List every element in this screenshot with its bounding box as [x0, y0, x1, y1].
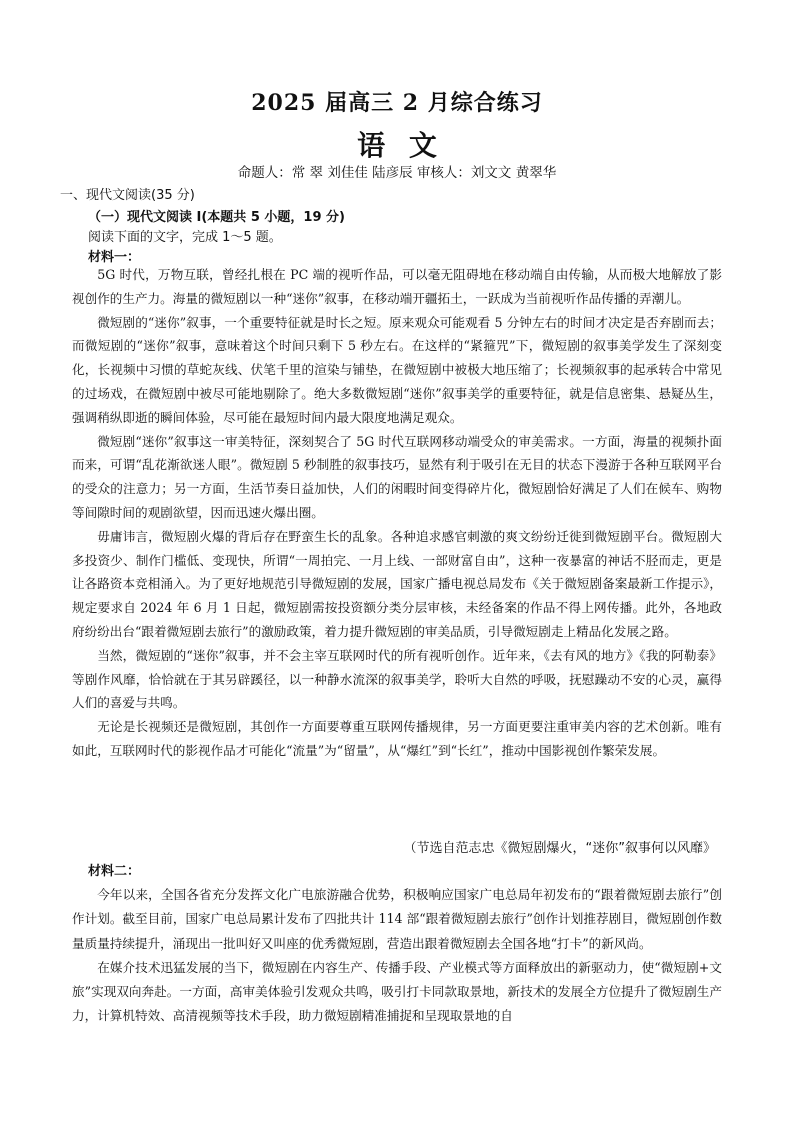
material2-label: 材料二：	[88, 864, 141, 879]
paragraph: 在媒介技术迅猛发展的当下，微短剧在内容生产、传播手段、产业模式等方面释放出的新驱动力，使“微短剧+文旅”实现双向奔赴。一方面，高审美体验引发观众共鸣，吸引打卡同款取景地，新技术的发展全方位提升了微短剧生产力，计算机特效、高清视频等技术手段，助力微短剧精准捕捉和呈现取景地的自	[72, 959, 722, 1024]
instruction: 阅读下面的文字，完成 1～5 题。	[88, 230, 282, 245]
paragraph: 无论是长视频还是微短剧，其创作一方面要尊重互联网传播规律，另一方面更要注重审美内容的艺术创新。唯有如此，互联网时代的影视作品才可能化“流量”为“留量”，从“爆红”到“长红”，推动中国影视创作繁荣发展。	[72, 719, 722, 758]
source-citation: （节选自范志忠《微短剧爆火，“迷你”叙事何以风靡》	[403, 841, 716, 856]
material1-label: 材料一：	[88, 250, 141, 265]
section-heading: 一、现代文阅读(35 分)	[60, 188, 195, 203]
authors-line: 命题人：常 翠 刘佳佳 陆彦辰 审核人：刘文文 黄翠华	[237, 165, 557, 181]
paragraph: 微短剧“迷你”叙事这一审美特征，深刻契合了 5G 时代互联网移动端受众的审美需求。一方面，海量的视频扑面而来，可谓“乱花渐欲迷人眼”。微短剧 5 秒制胜的叙事技巧，显然有利于吸引在无目的状态下漫游于各种互联网平台的受众的注意力；另一方面，生活节奏日益加快，人们的闲暇时间变得碎片化，微短剧恰好满足了人们在候车、购物等间隙时间的观剧欲望，因而迅速火爆出圈。	[72, 433, 722, 520]
paragraph: 微短剧的“迷你”叙事，一个重要特征就是时长之短。原来观众可能观看 5 分钟左右的时间才决定是否弃剧而去；而微短剧的“迷你”叙事，意味着这个时间只剩下 5 秒左右。在这样的“紧箍咒”下，微短剧的叙事美学发生了深刻变化，长视频中习惯的草蛇灰线、伏笔千里的渲染与铺垫，在微短剧中被极大地压缩了；长视频叙事的起承转合中常见的过场戏，在微短剧中被尽可能地剔除了。绝大多数微短剧“迷你”叙事美学的重要特征，就是信息密集、悬疑丛生，强调稍纵即逝的瞬间体验，尽可能在最短时间内最大限度地满足观众。	[72, 314, 722, 425]
material1-body	[72, 263, 722, 763]
paragraph: 今年以来，全国各省充分发挥文化广电旅游融合优势，积极响应国家广电总局年初发布的“跟着微短剧去旅行”创作计划。截至目前，国家广电总局累计发布了四批共计 114 部“跟着微短剧去旅行”创作计划推荐剧目，微短剧创作数量质量持续提升，涌现出一批叫好又叫座的优秀微短剧，营造出跟着微短剧去全国各地“打卡”的新风尚。	[72, 887, 722, 951]
material2-body	[72, 883, 722, 1029]
paragraph: 当然，微短剧的“迷你”叙事，并不会主宰互联网时代的所有视听创作。近年来，《去有风的地方》《我的阿勒泰》等剧作风靡，恰恰就在于其另辟蹊径，以一种静水流深的叙事美学，聆听大自然的呼吸，抚慰躁动不安的心灵，赢得人们的喜爱与共鸣。	[72, 647, 722, 711]
paragraph: 5G 时代，万物互联，曾经扎根在 PC 端的视听作品，可以毫无阻碍地在移动端自由传输，从而极大地解放了影视创作的生产力。海量的微短剧以一种“迷你”叙事，在移动端开疆拓土，一跃成为当前视听作品传播的弄潮儿。	[72, 267, 722, 306]
paragraph: 毋庸讳言，微短剧火爆的背后存在野蛮生长的乱象。各种追求感官刺激的爽文纷纷迁徙到微短剧平台。微短剧大多投资少、制作门槛低、变现快，所谓“一周拍完、一月上线、一部财富自由”，这种一夜暴富的神话不胫而走，更是让各路资本竞相涌入。为了更好地规范引导微短剧的发展，国家广播电视总局发布《关于微短剧备案最新工作提示》，规定要求自 2024 年 6 月 1 日起，微短剧需按投资额分类分层审核，未经备案的作品不得上网传播。此外，各地政府纷纷出台“跟着微短剧去旅行”的激励政策，着力提升微短剧的审美品质，引导微短剧走上精品化发展之路。	[72, 528, 722, 639]
subject-title: 语 文	[357, 129, 437, 162]
exam-title: 2025 届高三 2 月综合练习	[251, 90, 543, 116]
sub-heading: （一）现代文阅读 I(本题共 5 小题，19 分)	[88, 210, 345, 225]
